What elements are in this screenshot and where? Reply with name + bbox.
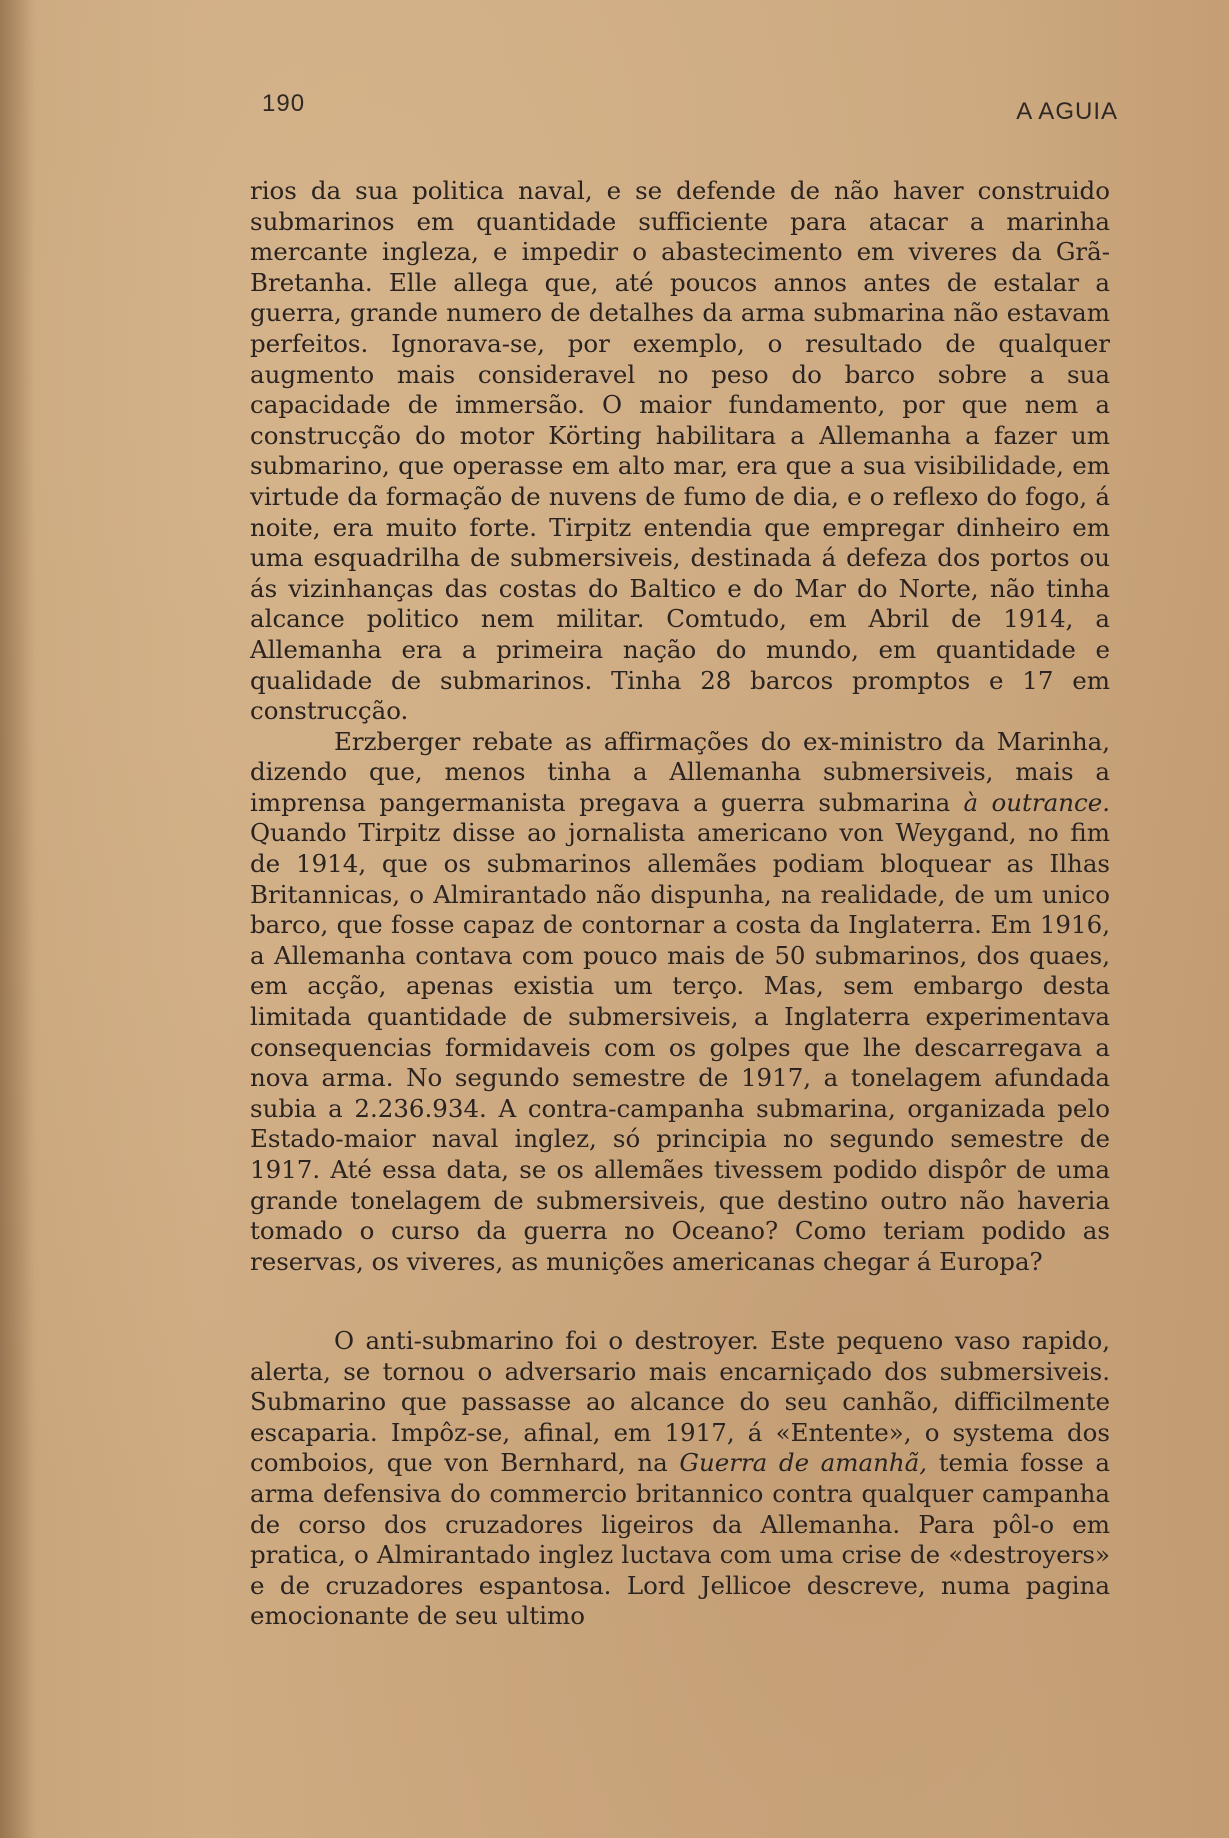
paragraph-2 xyxy=(250,727,1110,1278)
paragraph-3-italic: Guerra de amanhã, xyxy=(679,1448,928,1478)
paragraph-2-text-a: Erzberger rebate as affirmações do ex-ministro da Marinha, dizendo que, menos tinha a Allemanha submersiveis, mais a imprensa pangermanista pregava a guerra submarina xyxy=(250,726,1110,817)
text-block-lower xyxy=(250,1326,1110,1632)
running-title: A AGUIA xyxy=(1016,98,1118,125)
paragraph-3 xyxy=(250,1326,1110,1632)
page-edge-shadow xyxy=(0,0,34,1838)
paragraph-3-text-a: O anti-submarino foi o destroyer. Este pequeno vaso rapido, alerta, se tornou o adversario mais encarniçado dos submersiveis. Submarino que passasse ao alcance do seu canhão, difficilmente escaparia. Impôz-se, afinal, em 1917, á «Entente», o systema dos comboios, que von Bernhard, na xyxy=(250,1326,1110,1478)
text-block-upper xyxy=(250,176,1110,1277)
page-header xyxy=(262,90,1118,130)
paragraph-3-text-b: temia fosse a arma defensiva do commercio britannico contra qualquer campanha de corso dos cruzadores ligeiros da Allemanha. Para pôl-o em pratica, o Almirantado inglez luctava com uma crise de «destroyers» e de cruzadores espantosa. Lord Jellicoe descreve, numa pagina emocionante de seu ultimo xyxy=(250,1448,1111,1631)
paragraph-2-text-b: Quando Tirpitz disse ao jornalista americano von Weygand, no fim de 1914, que os submarinos allemães podiam bloquear as Ilhas Britannicas, o Almirantado não dispunha, na realidade, de um unico barco, que fosse capaz de contornar a costa da Inglaterra. Em 1916, a Allemanha contava com pouco mais de 50 submarinos, dos quaes, em acção, apenas existia um terço. Mas, sem embargo desta limitada quantidade de submersiveis, a Inglaterra experimentava consequencias formidaveis com os golpes que lhe descarregava a nova arma. No segundo semestre de 1917, a tonelagem afundada subia a 2.236.934. A contra-campanha submarina, organizada pelo Estado-maior naval inglez, só principia no segundo semestre de 1917. Até essa data, se os allemães tivessem podido dispôr de uma grande tonelagem de submersiveis, que destino outro não haveria tomado o curso da guerra no Oceano? Como teriam podido as reservas, os viveres, as munições americanas chegar á Europa? xyxy=(250,818,1110,1276)
paragraph-2-italic: à outrance. xyxy=(963,787,1110,817)
page-number: 190 xyxy=(262,90,306,117)
paragraph-1-text: rios da sua politica naval, e se defende de não haver construido submarinos em quantidade sufficiente para atacar a marinha mercante ingleza, e impedir o abastecimento em viveres da Grã-Bretanha. Elle allega que, até poucos annos antes de estalar a guerra, grande numero de detalhes da arma submarina não estavam perfeitos. Ignorava-se, por exemplo, o resultado de qualquer augmento mais consideravel no peso do barco sobre a sua capacidade de immersão. O maior fundamento, por que nem a construcção do motor Körting habilitara a Allemanha a fazer um submarino, que operasse em alto mar, era que a sua visibilidade, em virtude da formação de nuvens de fumo de dia, e o reflexo do fogo, á noite, era muito forte. Tirpitz entendia que empregar dinheiro em uma esquadrilha de submersiveis, destinada á defeza dos portos ou ás vizinhanças das costas do Baltico e do Mar do Norte, não tinha alcance politico nem militar. Comtudo, em Abril de 1914, a Allemanha era a primeira nação do mundo, em quantidade e qualidade de submarinos. Tinha 28 barcos promptos e 17 em construcção. xyxy=(250,176,1110,726)
paragraph-1 xyxy=(250,176,1110,727)
